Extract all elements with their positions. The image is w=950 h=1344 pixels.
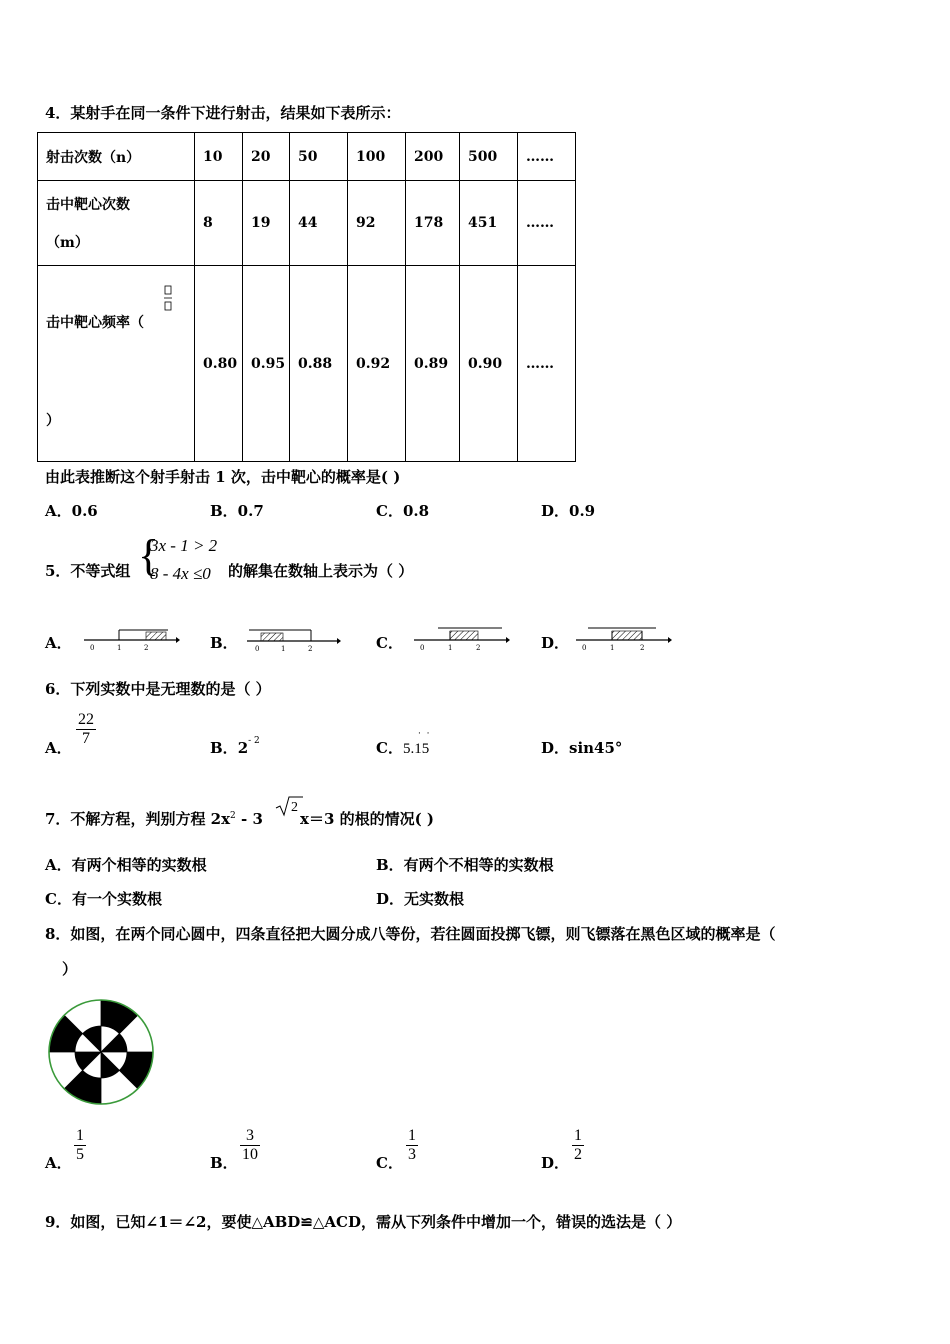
tick-label: 0 <box>90 644 95 652</box>
table-cell: 19 <box>243 181 290 266</box>
q7-stem-a: 7．不解方程，判别方程 2x <box>45 810 231 828</box>
table-cell: 0.80 <box>195 266 243 462</box>
q5-number-line-d <box>572 622 676 652</box>
q6-option-b-base: 2 <box>237 739 249 757</box>
table-cell: 50 <box>290 133 348 181</box>
row-label-hits-a: 击中靶心次数 <box>46 197 130 213</box>
tick-label: 2 <box>308 645 313 652</box>
row-label-shots: 射击次数（n） <box>38 133 195 181</box>
q4-stem: 4．某射手在同一条件下进行射击，结果如下表所示： <box>45 104 401 122</box>
q7-option-d: D．无实数根 <box>376 890 465 908</box>
fraction-numerator: 1 <box>76 1127 84 1144</box>
fraction-numerator: 1 <box>574 1127 582 1144</box>
q5-prefix: 5．不等式组 <box>45 562 131 580</box>
table-cell: 0.89 <box>406 266 460 462</box>
q5-inequality-2: 8 - 4x ≤0 <box>150 564 211 583</box>
table-cell: …… <box>518 133 576 181</box>
table-cell: 20 <box>243 133 290 181</box>
table-row-shots <box>38 133 576 181</box>
fraction-denominator: 2 <box>574 1146 582 1163</box>
q5-number-line-b <box>245 624 345 652</box>
q4-option-a: A．0.6 <box>45 502 98 520</box>
q6-option-c <box>376 737 429 758</box>
table-cell: 8 <box>195 181 243 266</box>
fraction-denominator: 5 <box>76 1146 84 1163</box>
table-cell: 100 <box>348 133 406 181</box>
q5-inequality-1: 3x - 1 > 2 <box>150 536 218 555</box>
q4-option-c: C．0.8 <box>376 502 430 520</box>
q5-number-line-a <box>80 624 180 652</box>
q7-stem <box>45 808 263 829</box>
fraction-denominator: 7 <box>76 729 96 748</box>
q4-option-d: D．0.9 <box>541 502 596 520</box>
q5-option-d-letter: D． <box>541 634 570 652</box>
q6-option-c-letter: C． <box>376 739 403 757</box>
left-brace-icon: { <box>138 531 160 580</box>
q5-option-a-letter: A． <box>45 634 72 652</box>
m-over-n-fraction-icon <box>163 284 173 312</box>
table-cell: 500 <box>460 133 518 181</box>
tick-label: 1 <box>610 644 615 652</box>
q7-option-c: C．有一个实数根 <box>45 890 162 908</box>
repeating-decimal-dots-icon: · · <box>418 729 430 739</box>
q6-option-a-letter: A． <box>45 739 72 757</box>
q6-option-b <box>210 737 260 758</box>
tick-label: 1 <box>117 644 122 652</box>
table-cell: 178 <box>406 181 460 266</box>
table-cell: 451 <box>460 181 518 266</box>
q8-option-c-fraction <box>406 1127 418 1164</box>
q6-option-c-value: 5.15 <box>402 741 430 757</box>
q4-question: 由此表推断这个射手射击 1 次，击中靶心的概率是( ) <box>45 468 401 486</box>
q7-exponent: 2 <box>230 811 236 821</box>
fraction-numerator: 22 <box>78 711 94 728</box>
q6-stem: 6．下列实数中是无理数的是（ ） <box>45 680 271 698</box>
row-label-frequency-b: ） <box>46 413 60 429</box>
fraction-denominator: 10 <box>242 1146 258 1163</box>
q8-option-b-letter: B． <box>210 1154 238 1172</box>
tick-label: 0 <box>420 644 425 652</box>
table-cell: 0.92 <box>348 266 406 462</box>
table-cell: …… <box>518 181 576 266</box>
q4-option-b: B．0.7 <box>210 502 264 520</box>
fraction-numerator: 3 <box>246 1127 254 1144</box>
q9-stem: 9．如图，已知∠1＝∠2，要使△ABD≌△ACD，需从下列条件中增加一个，错误的选法是（ ） <box>45 1213 682 1231</box>
q5-option-b-letter: B． <box>210 634 238 652</box>
q5-option-c-letter: C． <box>376 634 403 652</box>
q8-option-b-fraction <box>240 1127 260 1164</box>
row-label-frequency <box>38 266 195 462</box>
table-row-hits <box>38 181 576 266</box>
tick-label: 1 <box>448 644 453 652</box>
table-cell: …… <box>518 266 576 462</box>
q8-stem-line2: ） <box>62 960 78 978</box>
table-cell: 0.95 <box>243 266 290 462</box>
table-cell: 44 <box>290 181 348 266</box>
concentric-circles-dartboard <box>47 998 155 1106</box>
table-cell: 200 <box>406 133 460 181</box>
row-label-hits-b: （m） <box>46 235 89 251</box>
row-label-frequency-a: 击中靶心频率（ <box>46 315 144 331</box>
q8-option-c-letter: C． <box>376 1154 403 1172</box>
q8-option-d-letter: D． <box>541 1154 570 1172</box>
tick-label: 1 <box>281 645 286 652</box>
table-cell: 10 <box>195 133 243 181</box>
q7-radicand: 2 <box>291 800 298 815</box>
q6-option-b-exponent: - 2 <box>248 736 260 746</box>
fraction-denominator: 3 <box>408 1146 416 1163</box>
q6-option-b-letter: B． <box>210 739 238 757</box>
q5-number-line-c <box>410 622 514 652</box>
q6-option-d: D．sin45° <box>541 739 623 757</box>
tick-label: 2 <box>476 644 481 652</box>
table-cell: 0.88 <box>290 266 348 462</box>
tick-label: 2 <box>640 644 645 652</box>
q7-stem-c: x＝3 的根的情况( ) <box>300 810 435 828</box>
row-label-hits <box>38 181 195 266</box>
q5-suffix: 的解集在数轴上表示为（ ） <box>228 562 414 580</box>
q8-option-d-fraction <box>572 1127 584 1164</box>
shooting-results-table <box>37 132 576 462</box>
q8-option-a-fraction <box>74 1127 86 1164</box>
fraction-numerator: 1 <box>408 1127 416 1144</box>
table-cell: 0.90 <box>460 266 518 462</box>
q6-option-a-fraction <box>76 711 96 748</box>
tick-label: 2 <box>144 644 149 652</box>
tick-label: 0 <box>255 645 260 652</box>
q8-stem-line1: 8．如图，在两个同心圆中，四条直径把大圆分成八等份，若往圆面投掷飞镖，则飞镖落在黑色区域的概率是（ <box>45 925 776 943</box>
q7-stem-b: - 3 <box>235 810 263 828</box>
q8-option-a-letter: A． <box>45 1154 72 1172</box>
q7-option-a: A．有两个相等的实数根 <box>45 856 207 874</box>
table-row-frequency <box>38 266 576 462</box>
tick-label: 0 <box>582 644 587 652</box>
q7-option-b: B．有两个不相等的实数根 <box>376 856 554 874</box>
table-cell: 92 <box>348 181 406 266</box>
